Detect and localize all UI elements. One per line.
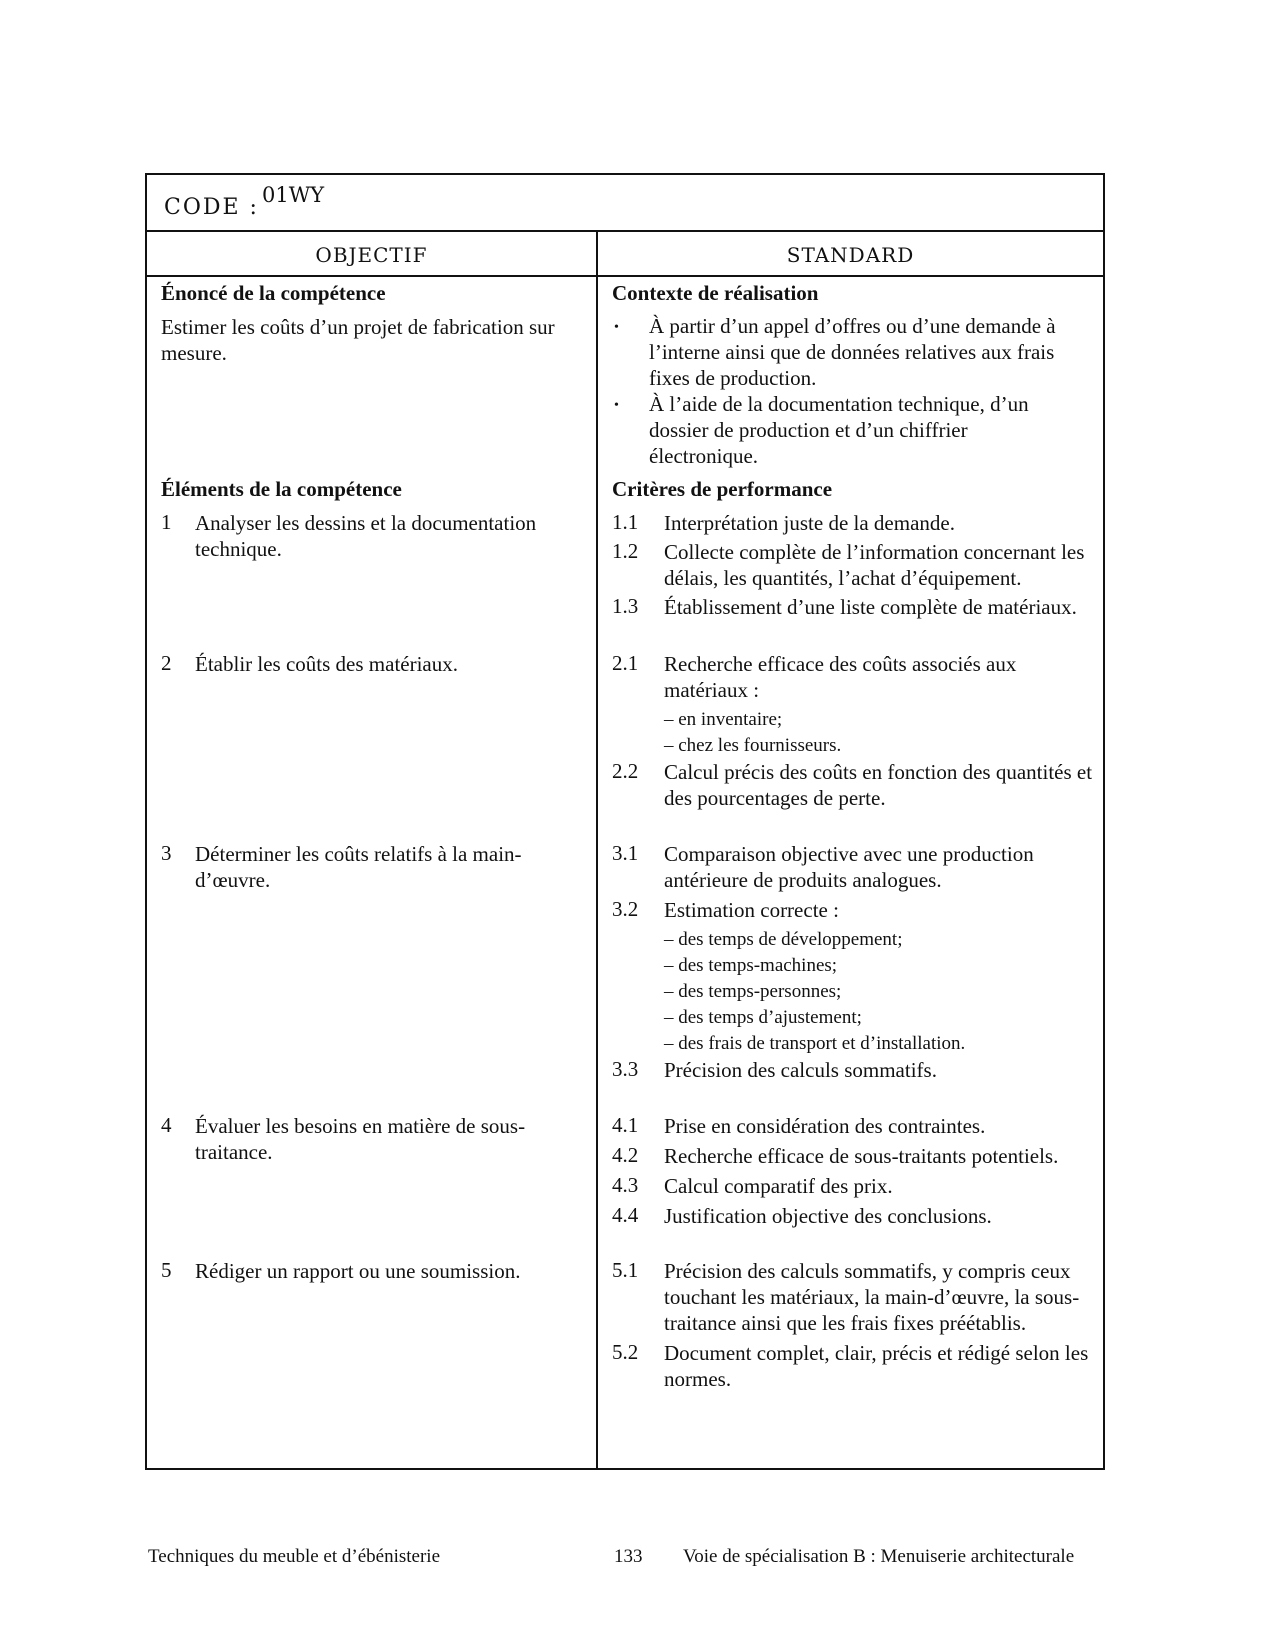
critere-text: Comparaison objective avec une production antérieure de produits analogues. [664,842,1034,892]
critere-number: 1.1 [612,510,639,534]
critere-number: 3.3 [612,1057,639,1081]
competency-table [145,173,1105,1470]
critere-text: Calcul précis des coûts en fonction des quantités et des pourcentages de perte. [664,760,1093,810]
element-number: 3 [161,841,172,865]
critere-text: Prise en considération des contraintes. [664,1114,986,1138]
critere-subitem: – chez les fournisseurs. [664,735,842,756]
critere-text: Précision des calculs sommatifs. [664,1058,937,1082]
code-label: CODE : [164,195,259,220]
code-value: 01WY [262,183,325,207]
dash-icon: – [664,709,674,730]
critere-text: Justification objective des conclusions. [664,1204,992,1228]
contexte-text: À partir d’un appel d’offres ou d’une demande à l’interne ainsi que de données relatives aux frais fixes de production. [649,314,1056,390]
code-row [147,175,1103,232]
critere-number: 3.2 [612,897,639,921]
element-text: Rédiger un rapport ou une soumission. [195,1259,521,1283]
critere-subitem: – en inventaire; [664,709,783,730]
element-text: Établir les coûts des matériaux. [195,652,459,676]
critere-number: 4.4 [612,1203,639,1227]
critere-number: 1.3 [612,594,639,618]
critere-number: 1.2 [612,539,639,563]
critere-text: Recherche efficace des coûts associés aux matériaux : [664,652,1017,702]
critere-subitem: – des temps d’ajustement; [664,1007,862,1028]
elements-title: Éléments de la compétence [161,477,402,501]
footer-specialization: Voie de spécialisation B : Menuiserie architecturale [683,1546,1075,1567]
footer-program-title: Techniques du meuble et d’ébénisterie [148,1546,441,1567]
critere-number: 2.2 [612,759,639,783]
element-number: 2 [161,651,172,675]
header-objectif: OBJECTIF [315,243,428,267]
enonce-title: Énoncé de la compétence [161,281,386,305]
bullet-icon: • [614,398,619,413]
enonce-text: Estimer les coûts d’un projet de fabrication sur mesure. [161,315,555,365]
critere-text: Précision des calculs sommatifs, y compris ceux touchant les matériaux, la main-d’œuvre, la sous-traitance ainsi que les frais fixes préétablis. [664,1259,1080,1335]
element-text: Évaluer les besoins en matière de sous-traitance. [195,1114,526,1164]
footer-page-number: 133 [614,1546,643,1567]
dash-icon: – [664,1007,674,1028]
critere-number: 2.1 [612,651,639,675]
critere-number: 5.1 [612,1258,639,1282]
critere-text: Document complet, clair, précis et rédigé selon les normes. [664,1341,1089,1391]
critere-number: 4.3 [612,1173,639,1197]
critere-subitem: – des frais de transport et d’installation. [664,1033,966,1054]
element-text: Déterminer les coûts relatifs à la main-d’œuvre. [195,842,522,892]
dash-icon: – [664,981,674,1002]
column-headers [147,232,1103,277]
element-number: 4 [161,1113,172,1137]
contexte-text: À l’aide de la documentation technique, d’un dossier de production et d’un chiffrier électronique. [649,392,1029,468]
critere-number: 4.1 [612,1113,639,1137]
element-number: 5 [161,1258,172,1282]
critere-text: Calcul comparatif des prix. [664,1174,893,1198]
criteres-title: Critères de performance [612,477,833,501]
header-standard: STANDARD [786,243,915,267]
critere-number: 4.2 [612,1143,639,1167]
standard-column [598,277,1103,1468]
critere-text: Collecte complète de l’information concernant les délais, les quantités, l’achat d’équipement. [664,540,1085,590]
element-text: Analyser les dessins et la documentation technique. [195,511,537,561]
dash-icon: – [664,1033,674,1054]
critere-subitem: – des temps-personnes; [664,981,842,1002]
critere-text: Recherche efficace de sous-traitants potentiels. [664,1144,1059,1168]
critere-text: Estimation correcte : [664,898,839,922]
critere-subitem: – des temps de développement; [664,929,903,950]
contexte-title: Contexte de réalisation [612,281,819,305]
critere-text: Établissement d’une liste complète de matériaux. [664,595,1077,619]
objectif-column [147,277,596,1468]
critere-subitem: – des temps-machines; [664,955,838,976]
dash-icon: – [664,735,674,756]
bullet-icon: • [614,320,619,335]
critere-number: 3.1 [612,841,639,865]
critere-number: 5.2 [612,1340,639,1364]
critere-text: Interprétation juste de la demande. [664,511,955,535]
dash-icon: – [664,929,674,950]
element-number: 1 [161,510,172,534]
dash-icon: – [664,955,674,976]
